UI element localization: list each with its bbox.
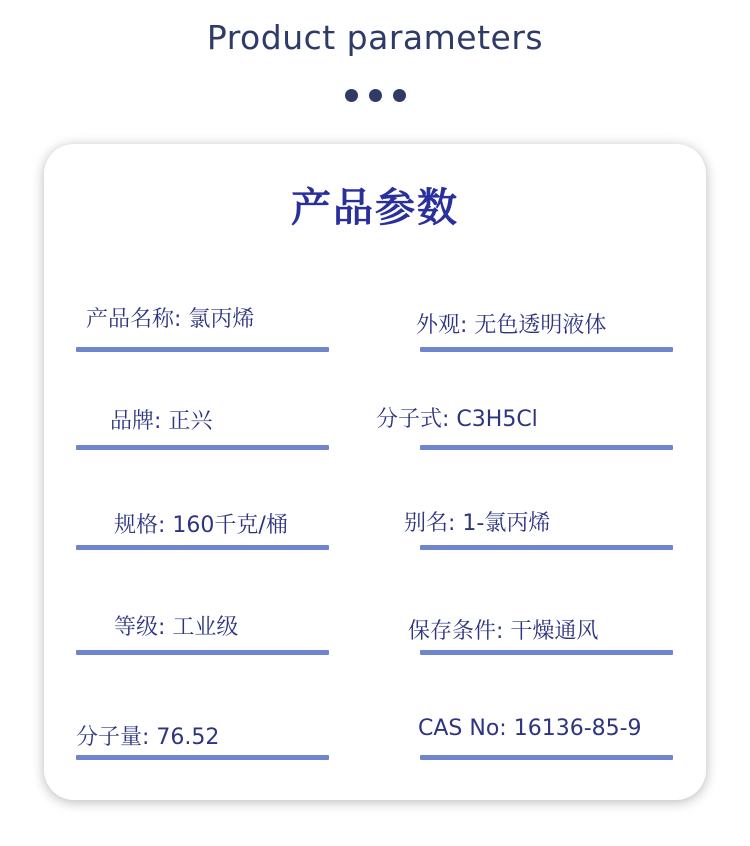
field-underline <box>76 347 329 352</box>
field-storage <box>408 602 673 655</box>
field-label: CAS No: <box>418 716 507 741</box>
field-label: 分子式: <box>376 407 450 432</box>
field-value: 160千克/桶 <box>172 513 288 538</box>
page-title: Product parameters <box>206 18 544 57</box>
dot-icon <box>345 89 358 102</box>
field-underline <box>76 650 329 655</box>
field-value: 正兴 <box>168 409 213 434</box>
field-grade <box>76 602 329 655</box>
field-spec <box>76 496 329 550</box>
field-label: 品牌: <box>110 409 162 434</box>
field-value: 氯丙烯 <box>188 307 255 332</box>
field-label: 外观: <box>416 313 468 338</box>
field-value: 16136-85-9 <box>513 716 642 741</box>
field-label: 规格: <box>114 513 166 538</box>
field-brand <box>76 394 329 450</box>
field-value: 1-氯丙烯 <box>462 511 551 536</box>
field-value: C3H5Cl <box>456 407 538 432</box>
dot-icon <box>393 89 406 102</box>
card-title: 产品参数 <box>291 185 459 231</box>
field-underline <box>420 545 673 550</box>
field-label: 产品名称: <box>86 307 182 332</box>
field-value: 76.52 <box>156 725 220 750</box>
field-underline <box>420 755 673 760</box>
field-underline <box>76 445 329 450</box>
field-label: 分子量: <box>76 725 150 750</box>
field-value: 干燥通风 <box>510 619 599 644</box>
field-product-name <box>76 294 329 352</box>
field-underline <box>76 755 329 760</box>
field-alias <box>404 496 673 550</box>
field-appearance <box>416 294 673 352</box>
field-underline <box>420 347 673 352</box>
decorative-dots <box>0 89 750 102</box>
field-formula <box>376 394 673 450</box>
field-label: 别名: <box>404 511 456 536</box>
field-label: 保存条件: <box>408 619 504 644</box>
field-value: 无色透明液体 <box>474 313 607 338</box>
field-cas-number <box>420 712 673 760</box>
dot-icon <box>369 89 382 102</box>
field-molecular-weight <box>76 712 329 760</box>
field-underline <box>420 650 673 655</box>
field-underline <box>420 445 673 450</box>
field-value: 工业级 <box>172 615 239 640</box>
field-underline <box>76 545 329 550</box>
parameters-card <box>44 144 706 800</box>
field-label: 等级: <box>114 615 166 640</box>
